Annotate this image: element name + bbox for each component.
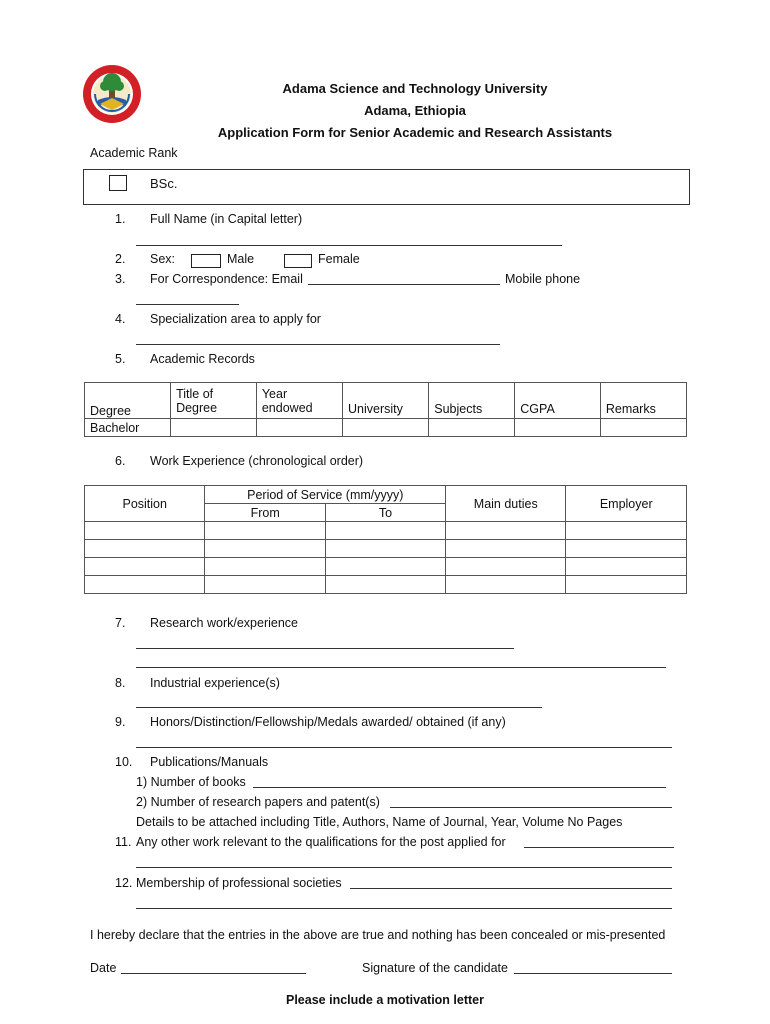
university-seal-logo xyxy=(82,64,142,124)
other-work-field-line-2[interactable] xyxy=(136,856,672,868)
motivation-letter-note: Please include a motivation letter xyxy=(286,993,484,1007)
female-label: Female xyxy=(318,252,360,266)
table-cell[interactable] xyxy=(515,419,601,437)
academic-rank-label: Academic Rank xyxy=(90,146,178,160)
table-cell[interactable] xyxy=(205,576,325,594)
table-cell[interactable] xyxy=(566,576,687,594)
specialization-label: Specialization area to apply for xyxy=(150,312,321,326)
signature-field[interactable] xyxy=(514,962,672,974)
other-work-label: Any other work relevant to the qualifications for the post applied for xyxy=(136,835,506,849)
header-remarks: Remarks xyxy=(600,383,686,419)
table-cell[interactable] xyxy=(85,576,205,594)
male-checkbox[interactable] xyxy=(191,254,221,268)
membership-label: Membership of professional societies xyxy=(136,876,342,890)
email-label: For Correspondence: Email xyxy=(150,272,303,286)
honors-field[interactable] xyxy=(136,736,672,748)
work-experience-table xyxy=(84,485,687,594)
university-name: Adama Science and Technology University xyxy=(282,81,548,96)
industrial-label: Industrial experience(s) xyxy=(150,676,280,690)
item-number: 3. xyxy=(115,272,126,286)
declaration-text: I hereby declare that the entries in the above are true and nothing has been concealed or mis-presented xyxy=(90,928,666,942)
table-cell[interactable] xyxy=(446,576,566,594)
item-number: 7. xyxy=(115,616,126,630)
header-subjects: Subjects xyxy=(429,383,515,419)
specialization-field[interactable] xyxy=(136,333,500,345)
research-field-line-1[interactable] xyxy=(136,637,514,649)
number-of-books-field[interactable] xyxy=(253,776,666,788)
table-cell[interactable] xyxy=(325,540,445,558)
publications-label: Publications/Manuals xyxy=(150,755,269,769)
header-university: University xyxy=(342,383,428,419)
date-field[interactable] xyxy=(121,962,306,974)
membership-field-line-1[interactable] xyxy=(350,877,672,889)
item-number: 4. xyxy=(115,312,126,326)
header-main-duties: Main duties xyxy=(446,486,566,522)
table-cell[interactable] xyxy=(205,540,325,558)
table-cell[interactable] xyxy=(205,522,325,540)
header-period-of-service: Period of Service (mm/yyyy) xyxy=(205,486,446,504)
header-cgpa: CGPA xyxy=(515,383,601,419)
header-employer: Employer xyxy=(566,486,687,522)
publication-details-note: Details to be attached including Title, Authors, Name of Journal, Year, Volume No Pages xyxy=(136,815,623,829)
table-cell[interactable] xyxy=(566,558,687,576)
table-cell[interactable] xyxy=(446,522,566,540)
item-number: 9. xyxy=(115,715,126,729)
table-cell[interactable] xyxy=(566,522,687,540)
bsc-option-label: BSc. xyxy=(150,176,178,191)
form-title: Application Form for Senior Academic and Research Assistants xyxy=(217,125,613,140)
date-label: Date xyxy=(90,961,117,975)
table-cell[interactable] xyxy=(205,558,325,576)
header-title-of-degree: Title of Degree xyxy=(171,383,257,419)
item-number: 8. xyxy=(115,676,126,690)
table-cell[interactable] xyxy=(85,540,205,558)
mobile-phone-label: Mobile phone xyxy=(505,272,581,286)
bsc-checkbox[interactable] xyxy=(109,175,127,191)
research-papers-label: 2) Number of research papers and patent(s) xyxy=(136,795,380,809)
research-label: Research work/experience xyxy=(150,616,298,630)
signature-label: Signature of the candidate xyxy=(362,961,508,975)
honors-label: Honors/Distinction/Fellowship/Medals awarded/ obtained (if any) xyxy=(150,715,506,729)
number-of-books-label: 1) Number of books xyxy=(136,775,246,789)
sex-label: Sex: xyxy=(150,252,176,266)
table-cell[interactable] xyxy=(342,419,428,437)
male-label: Male xyxy=(227,252,255,266)
other-work-field-line-1[interactable] xyxy=(524,836,674,848)
table-cell[interactable] xyxy=(85,558,205,576)
header-position: Position xyxy=(85,486,205,522)
item-number: 2. xyxy=(115,252,126,266)
table-cell[interactable] xyxy=(446,558,566,576)
table-cell[interactable] xyxy=(325,522,445,540)
item-number: 11. xyxy=(115,835,132,849)
item-number: 1. xyxy=(115,212,126,226)
full-name-field[interactable] xyxy=(136,234,562,246)
membership-field-line-2[interactable] xyxy=(136,897,672,909)
mobile-phone-field[interactable] xyxy=(136,293,239,305)
table-cell[interactable] xyxy=(256,419,342,437)
table-cell[interactable] xyxy=(566,540,687,558)
item-number: 12. xyxy=(115,876,133,890)
header-to: To xyxy=(325,504,445,522)
row-label-bachelor: Bachelor xyxy=(85,419,171,437)
table-cell[interactable] xyxy=(325,558,445,576)
table-cell[interactable] xyxy=(429,419,515,437)
research-papers-field[interactable] xyxy=(390,796,672,808)
academic-records-table xyxy=(84,382,687,437)
industrial-field[interactable] xyxy=(136,696,542,708)
table-cell[interactable] xyxy=(85,522,205,540)
table-cell[interactable] xyxy=(171,419,257,437)
item-number: 5. xyxy=(115,352,126,366)
table-cell[interactable] xyxy=(600,419,686,437)
full-name-label: Full Name (in Capital letter) xyxy=(150,212,303,226)
email-field[interactable] xyxy=(308,273,500,285)
table-cell[interactable] xyxy=(446,540,566,558)
item-number: 10. xyxy=(115,755,133,769)
header-degree: Degree xyxy=(85,383,171,419)
table-cell[interactable] xyxy=(325,576,445,594)
item-number: 6. xyxy=(115,454,126,468)
work-experience-label: Work Experience (chronological order) xyxy=(150,454,364,468)
header-year-endowed: Year endowed xyxy=(256,383,342,419)
academic-records-label: Academic Records xyxy=(150,352,255,366)
female-checkbox[interactable] xyxy=(284,254,312,268)
header-from: From xyxy=(205,504,325,522)
university-location: Adama, Ethiopia xyxy=(364,103,466,118)
research-field-line-2[interactable] xyxy=(136,656,666,668)
